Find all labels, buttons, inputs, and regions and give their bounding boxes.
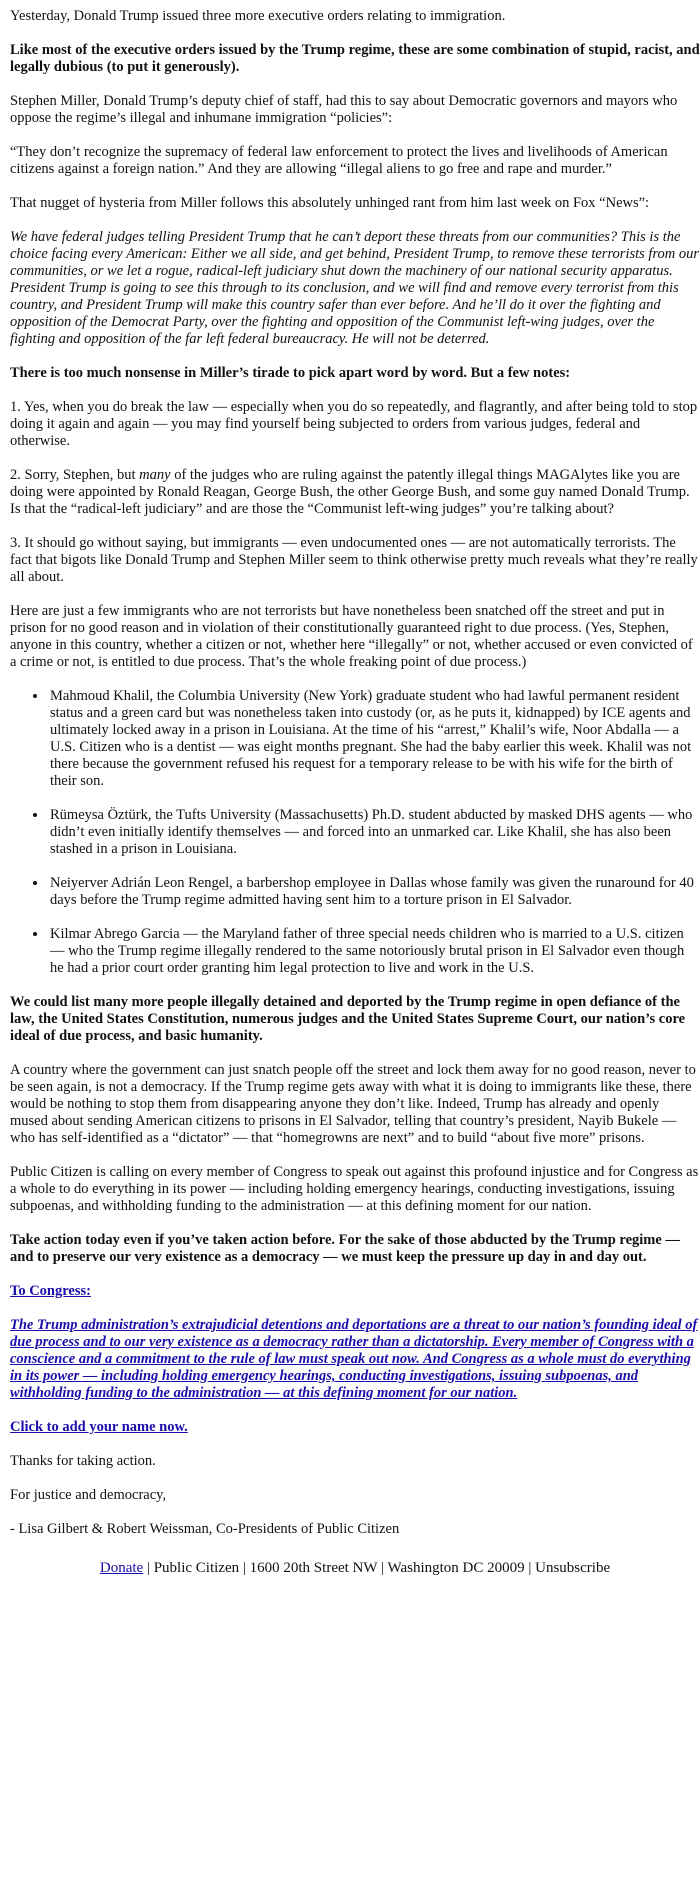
- immigrant-list: [10, 688, 700, 977]
- list-item: • Kilmar Abrego Garcia — the Maryland father of three special needs children who is married to a U.S. citizen — who the Trump regime illegally rendered to the same notoriously brutal prison in El Salvador even though he had a prior court order granting him legal protection to live and work in the U.S.: [48, 926, 700, 977]
- petition-paragraph[interactable]: [10, 1317, 700, 1402]
- intro-paragraph: Yesterday, Donald Trump issued three more executive orders relating to immigration.: [10, 8, 506, 24]
- footer: [10, 1560, 700, 1577]
- note-1: 1. Yes, when you do break the law — especially when you do so repeatedly, and flagrantly, and after being told to stop doing it again and again — you may find yourself being subjected to orders from various judges, federal and otherwise.: [10, 399, 698, 449]
- miller-intro: Stephen Miller, Donald Trump’s deputy chief of staff, had this to say about Democratic governors and mayors who oppose the regime’s illegal and inhumane immigration “policies”:: [10, 93, 678, 126]
- footer-separator: |: [239, 1560, 250, 1576]
- miller-quote-short: “They don’t recognize the supremacy of federal law enforcement to protect the lives and livelihoods of American citizens against a foreign nation.” And they are allowing “illegal aliens to go free and rape and murder.”: [10, 144, 668, 177]
- note-2-end: of the judges who are ruling against the patently illegal things MAGAlytes like you are doing were appointed by Ronald Reagan, George Bush, the other George Bush, and some guy named Donald Trump. Is that the “radical-left judiciary” and are those the “Communist left-wing judges” you’re talking about?: [10, 467, 690, 517]
- list-item: • Rümeysa Öztürk, the Tufts University (Massachusetts) Ph.D. student abducted by masked DHS agents — who didn’t even initially identify themselves — and forced into an unmarked car. Like Khalil, she has also been stashed in a prison in Louisiana.: [48, 807, 700, 858]
- take-action-paragraph: Take action today even if you’ve taken action before. For the sake of those abducted by the Trump regime — and to preserve our very existence as a democracy — we must keep the pressure up day in and day out.: [10, 1232, 680, 1265]
- note-2: [10, 467, 700, 518]
- notes-heading: There is too much nonsense in Miller’s tirade to pick apart word by word. But a few notes:: [10, 365, 571, 381]
- miller-rant-quote: We have federal judges telling President Trump that he can’t deport these threats from our communities? This is the choice facing every American: Either we all side, and get behind, President Trump, to remove these terrorists from our communities, or we let a rogue, radical-left judiciary shut down the machinery of our national security apparatus. President Trump is going to see this through to its conclusion, and we will find and remove every terrorist from this country, and President Trump will make this country safer than ever before. And he’ll do it over the fighting and opposition of the Democrat Party, over the fighting and opposition of the Communist left-wing judges, over the fighting and opposition of the far left federal bureaucracy. He will not be deterred.: [10, 229, 700, 347]
- note-3: 3. It should go without saying, but immigrants — even undocumented ones — are not automatically terrorists. The fact that bigots like Donald Trump and Stephen Miller seem to think otherwise pretty much reveals what they’re really all about.: [10, 535, 698, 585]
- democracy-paragraph: A country where the government can just snatch people off the street and lock them away for no good reason, never to be seen again, is not a democracy. If the Trump regime gets away with what it is doing to immigrants like these, there would be nothing to stop them from disappearing anyone they don’t like. Indeed, Trump has already and openly mused about sending American citizens to prisons in El Salvador, telling that country’s president, Nayib Bukele — who has self-identified as a “dictator” — that “homegrowns are next” and to build “about five more” prisons.: [10, 1062, 696, 1146]
- bold-list-more: We could list many more people illegally detained and deported by the Trump regime in open defiance of the law, the United States Constitution, numerous judges and the United States Supreme Court, our nation’s core ideal of due process, and basic humanity.: [10, 994, 686, 1044]
- footer-city: Washington DC 20009: [387, 1560, 525, 1576]
- petition-link[interactable]: The Trump administration’s extrajudicial detentions and deportations are a threat to our nation’s founding ideal of due process and to our very existence as a democracy rather than a dictatorship. Every member of Congress with a conscience and a commitment to the rule of law must speak out now. And Congress as a whole must do everything in its power — including holding emergency hearings, conducting investigations, issuing subpoenas, and withholding funding to the administration — at this defining moment for our nation.: [10, 1317, 698, 1401]
- note-2-emphasis: many: [139, 467, 171, 483]
- add-name-link[interactable]: Click to add your name now.: [10, 1419, 188, 1435]
- list-item: • Mahmoud Khalil, the Columbia University (New York) graduate student who had lawful permanent resident status and a green card but was nonetheless taken into custody (or, as he puts it, kidnapped) by ICE agents and ultimately locked away in a prison in Louisiana. At the time of his “arrest,” Khalil’s wife, Noor Abdalla — a U.S. Citizen who is a dentist — was eight months pregnant. She had the baby earlier this week. Khalil was not there because the government refused his request for a temporary release to be with his wife for the birth of their son.: [48, 688, 700, 790]
- footer-separator: |: [524, 1560, 536, 1576]
- closing-text: For justice and democracy,: [10, 1487, 167, 1503]
- footer-separator: |: [377, 1560, 388, 1576]
- cta-paragraph[interactable]: [10, 1419, 700, 1436]
- list-item: • Neiyerver Adrián Leon Rengel, a barbershop employee in Dallas whose family was given the runaround for 40 days before the Trump regime admitted having sent him to a torture prison in El Salvador.: [48, 875, 700, 909]
- rant-intro: That nugget of hysteria from Miller follows this absolutely unhinged rant from him last week on Fox “News”:: [10, 195, 650, 211]
- signature: - Lisa Gilbert & Robert Weissman, Co-Presidents of Public Citizen: [10, 1521, 400, 1537]
- note-2-start: 2. Sorry, Stephen, but: [10, 467, 140, 483]
- footer-address: 1600 20th Street NW: [249, 1560, 378, 1576]
- footer-org: Public Citizen: [153, 1560, 240, 1576]
- donate-link[interactable]: Donate: [99, 1560, 144, 1576]
- immigrants-intro: Here are just a few immigrants who are not terrorists but have nonetheless been snatched off the street and put in prison for no good reason and in violation of their constitutionally guaranteed right to due process. (Yes, Stephen, anyone in this country, whether a citizen or not, whether here “illegally” or not, whether accused or even convicted of a crime or not, is entitled to due process. That’s the whole freaking point of due process.): [10, 603, 693, 670]
- footer-separator: |: [143, 1560, 154, 1576]
- to-congress-heading[interactable]: [10, 1283, 700, 1300]
- to-congress-link[interactable]: To Congress:: [10, 1283, 91, 1299]
- unsubscribe-link[interactable]: Unsubscribe: [535, 1560, 611, 1576]
- bold-summary: Like most of the executive orders issued by the Trump regime, these are some combination of stupid, racist, and legally dubious (to put it generously).: [10, 42, 700, 75]
- public-citizen-call: Public Citizen is calling on every member of Congress to speak out against this profound injustice and for Congress as a whole to do everything in its power — including holding emergency hearings, conducting investigations, issuing subpoenas, and withholding funding to the administration — at this defining moment for our nation.: [10, 1164, 699, 1214]
- thanks-text: Thanks for taking action.: [10, 1453, 156, 1469]
